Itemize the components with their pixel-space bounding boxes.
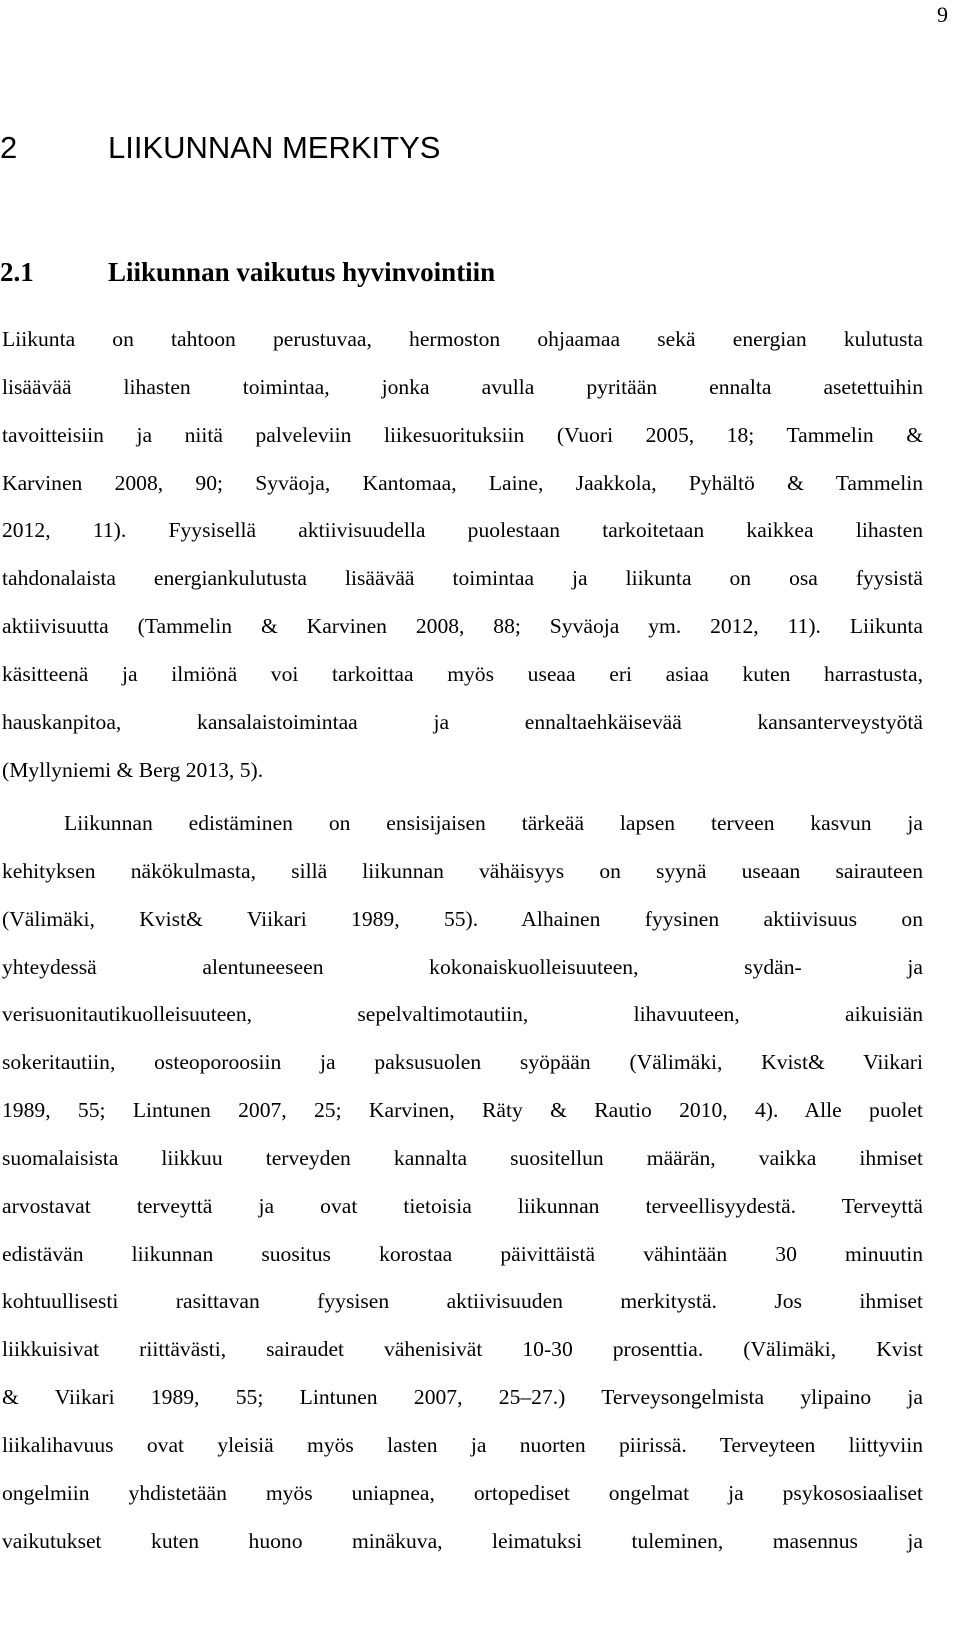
section-number: 2.1 (0, 257, 34, 287)
paragraph-line: Karvinen 2008, 90; Syväoja, Kantomaa, Laine, Jaakkola, Pyhältö & Tammelin (2, 470, 923, 495)
paragraph-line: arvostavat terveyttä ja ovat tietoisia liikunnan terveellisyydestä. Terveyttä (2, 1193, 923, 1218)
paragraph-line: (Välimäki, Kvist& Viikari 1989, 55). Alhainen fyysinen aktiivisuus on (2, 906, 923, 931)
paragraph (2, 800, 923, 1566)
chapter-number: 2 (0, 130, 18, 165)
paragraph-line: käsitteenä ja ilmiönä voi tarkoittaa myös useaa eri asiaa kuten harrastusta, (2, 661, 923, 686)
paragraph-line: liikalihavuus ovat yleisiä myös lasten ja nuorten piirissä. Terveyteen liittyviin (2, 1432, 923, 1457)
paragraph-line: Liikunta on tahtoon perustuvaa, hermoston ohjaamaa sekä energian kulutusta (2, 327, 923, 351)
paragraph-line: sokeritautiin, osteoporoosiin ja paksusuolen syöpään (Välimäki, Kvist& Viikari (2, 1050, 923, 1075)
paragraph-line: Liikunnan edistäminen on ensisijaisen tärkeää lapsen terveen kasvun ja (64, 811, 923, 835)
page-number: 9 (937, 2, 948, 27)
paragraph-line: yhteydessä alentuneeseen kokonaiskuolleisuuteen, sydän- ja (2, 954, 923, 979)
paragraph-line: tahdonalaista energiankulutusta lisäävää toimintaa ja liikunta on osa fyysistä (2, 566, 923, 591)
section-heading (0, 254, 495, 290)
paragraph-line: liikkuisivat riittävästi, sairaudet vähenisivät 10-30 prosenttia. (Välimäki, Kvist (2, 1337, 923, 1362)
paragraph-line: kohtuullisesti rasittavan fyysisen aktiivisuuden merkitystä. Jos ihmiset (2, 1289, 923, 1314)
paragraph-line: ongelmiin yhdistetään myös uniapnea, ortopediset ongelmat ja psykososiaaliset (2, 1480, 923, 1505)
paragraph (2, 316, 923, 794)
paragraph-line: vaikutukset kuten huono minäkuva, leimatuksi tuleminen, masennus ja (2, 1528, 923, 1553)
paragraph-line: 1989, 55; Lintunen 2007, 25; Karvinen, Räty & Rautio 2010, 4). Alle puolet (2, 1098, 923, 1123)
chapter-heading (0, 128, 440, 168)
paragraph-line: edistävän liikunnan suositus korostaa päivittäistä vähintään 30 minuutin (2, 1241, 923, 1266)
paragraph-line: 2012, 11). Fyysisellä aktiivisuudella puolestaan tarkoitetaan kaikkea lihasten (2, 518, 923, 543)
paragraph-line: hauskanpitoa, kansalaistoimintaa ja ennaltaehkäisevää kansanterveystyötä (2, 709, 923, 734)
chapter-title: LIIKUNNAN MERKITYS (108, 130, 441, 165)
paragraph-line: suomalaisista liikkuu terveyden kannalta suositellun määrän, vaikka ihmiset (2, 1145, 923, 1170)
paragraph-line: aktiivisuutta (Tammelin & Karvinen 2008, 88; Syväoja ym. 2012, 11). Liikunta (2, 614, 923, 639)
paragraph-line: kehityksen näkökulmasta, sillä liikunnan vähäisyys on syynä useaan sairauteen (2, 858, 923, 883)
paragraph-line: lisäävää lihasten toimintaa, jonka avulla pyritään ennalta asetettuihin (2, 374, 923, 399)
section-title: Liikunnan vaikutus hyvinvointiin (108, 257, 496, 287)
paragraph-line: tavoitteisiin ja niitä palveleviin liikesuorituksiin (Vuori 2005, 18; Tammelin & (2, 422, 923, 447)
paragraph-line: (Myllyniemi & Berg 2013, 5). (2, 757, 264, 782)
paragraph-line: verisuonitautikuolleisuuteen, sepelvaltimotautiin, lihavuuteen, aikuisiän (2, 1002, 923, 1027)
paragraph-line: & Viikari 1989, 55; Lintunen 2007, 25–27.) Terveysongelmista ylipaino ja (2, 1385, 923, 1410)
